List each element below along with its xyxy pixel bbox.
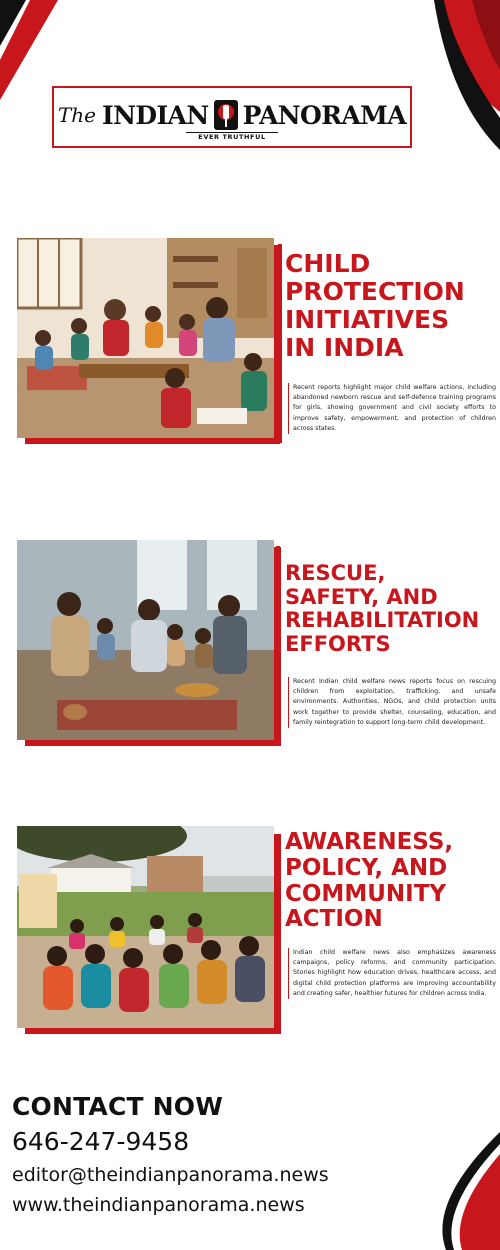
title-line: CHILD (285, 249, 371, 278)
title-line: PROTECTION (285, 277, 465, 306)
contact-heading: CONTACT NOW (12, 1092, 224, 1121)
megaphone-emblem-icon (214, 100, 238, 130)
story-title (285, 250, 465, 362)
shelter-photo-icon (17, 540, 274, 740)
community-meeting-photo-icon (17, 826, 274, 1028)
story-body: Recent Indian child welfare news reports focus on rescuing children from exploitation, trafficking, and unsafe environments. Authorities, NGOs, and child protection units work together to provide shelter, counseling, education, and family reintegration to support long-term child development. (288, 677, 496, 728)
title-line: INITIATIVES (285, 305, 450, 334)
title-line: EFFORTS (285, 631, 391, 656)
title-line: REHABILITATION (285, 608, 480, 633)
title-line: RESCUE, (285, 561, 386, 585)
corner-decoration-top-left (0, 0, 60, 100)
brand-logo[interactable] (52, 86, 412, 148)
title-line: COMMUNITY (285, 880, 447, 907)
corner-decoration-top-right (428, 0, 500, 150)
story-image-frame (17, 826, 279, 1034)
story-image-frame (17, 540, 279, 746)
accent-divider (276, 834, 280, 1034)
logo-word-left: INDIAN (102, 100, 209, 130)
logo-tagline: EVER TRUTHFUL (198, 133, 266, 141)
title-line: AWARENESS, (285, 829, 454, 855)
story-title (285, 562, 479, 656)
corner-decoration-bottom-right (434, 1132, 500, 1250)
title-line: IN INDIA (285, 333, 404, 362)
accent-divider (278, 244, 282, 443)
story-body: Recent reports highlight major child welfare actions, including abandoned newborn rescue and self-defence training programs for girls, showing government and civil society efforts to improve safety, empowerment, and protection of children across states. (288, 383, 496, 434)
title-line: ACTION (285, 906, 383, 933)
contact-website-link[interactable]: www.theindianpanorama.news (12, 1194, 305, 1216)
contact-email-link[interactable]: editor@theindianpanorama.news (12, 1164, 329, 1186)
logo-word-right: PANORAMA (242, 100, 407, 130)
story-title (285, 830, 453, 933)
logo-the-text: The (57, 103, 97, 127)
title-line: SAFETY, AND (285, 584, 438, 609)
classroom-photo-icon (17, 238, 274, 438)
story-body: Indian child welfare news also emphasizes awareness campaigns, policy reforms, and community participation. Stories highlight how education drives, healthcare access, and digital child protection platforms are improving accountability and creating safer, healthier futures for children across India. (288, 948, 496, 999)
title-line: POLICY, AND (285, 854, 448, 881)
story-image-frame (17, 238, 277, 444)
contact-block (12, 1090, 432, 1220)
contact-phone-link[interactable]: 646-247-9458 (12, 1127, 190, 1156)
accent-divider (276, 546, 280, 745)
